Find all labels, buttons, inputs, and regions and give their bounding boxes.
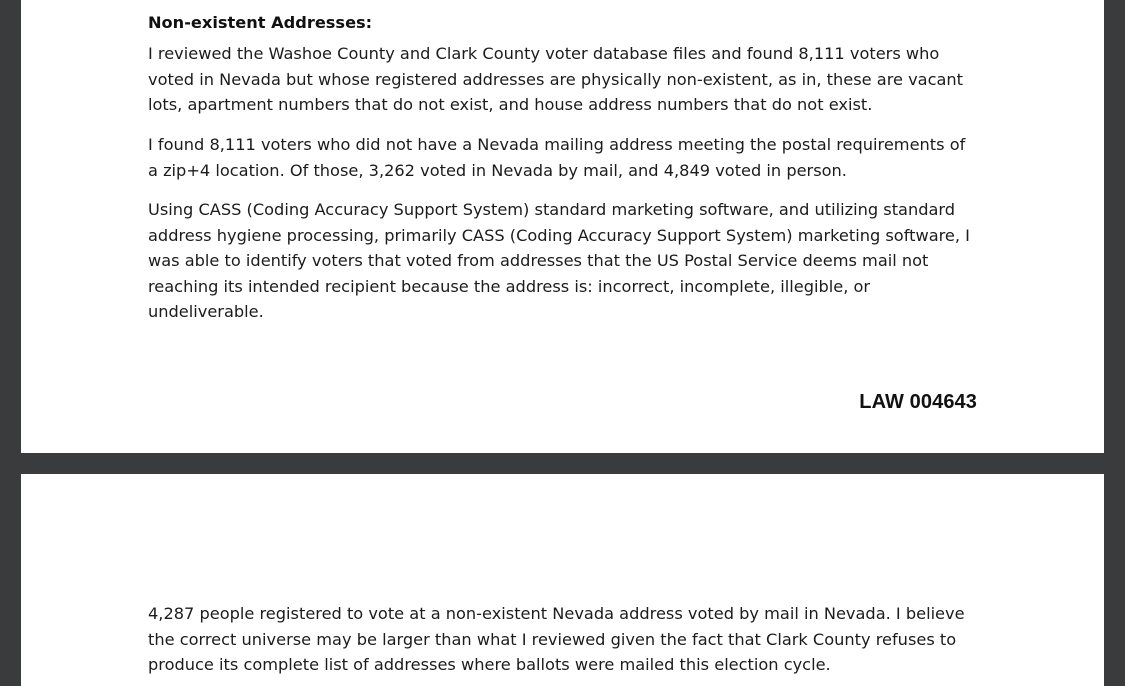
document-page-2 bbox=[21, 474, 1104, 686]
paragraph-cass-software: Using CASS (Coding Accuracy Support System) standard marketing software, and utilizing standard address hygiene processing, primarily CASS (Coding Accuracy Support System) marketing software, I was able to identify voters that voted from addresses that the US Postal Service deems mail not reaching its intended recipient because the address is: incorrect, incomplete, illegible, or undeliverable. bbox=[148, 200, 970, 321]
document-page-1 bbox=[21, 0, 1104, 453]
bates-number: LAW 004643 bbox=[859, 391, 977, 413]
paragraph-mail-voters: 4,287 people registered to vote at a non-existent Nevada address voted by mail in Nevada. I believe the correct universe may be larger than what I reviewed given the fact that Clark County refuses to produce its complete list of addresses where ballots were mailed this election cycle. bbox=[148, 604, 965, 674]
paragraph-non-existent-addresses: I reviewed the Washoe County and Clark County voter database files and found 8,111 voters who voted in Nevada but whose registered addresses are physically non-existent, as in, these are vacant lots, apartment numbers that do not exist, and house address numbers that do not exist. bbox=[148, 44, 964, 114]
paragraph-zip4-voters: I found 8,111 voters who did not have a Nevada mailing address meeting the postal requirements of a zip+4 location. Of those, 3,262 voted in Nevada by mail, and 4,849 voted in person. bbox=[148, 135, 966, 180]
section-heading: Non-existent Addresses: bbox=[148, 13, 373, 32]
page-divider bbox=[21, 453, 1104, 474]
